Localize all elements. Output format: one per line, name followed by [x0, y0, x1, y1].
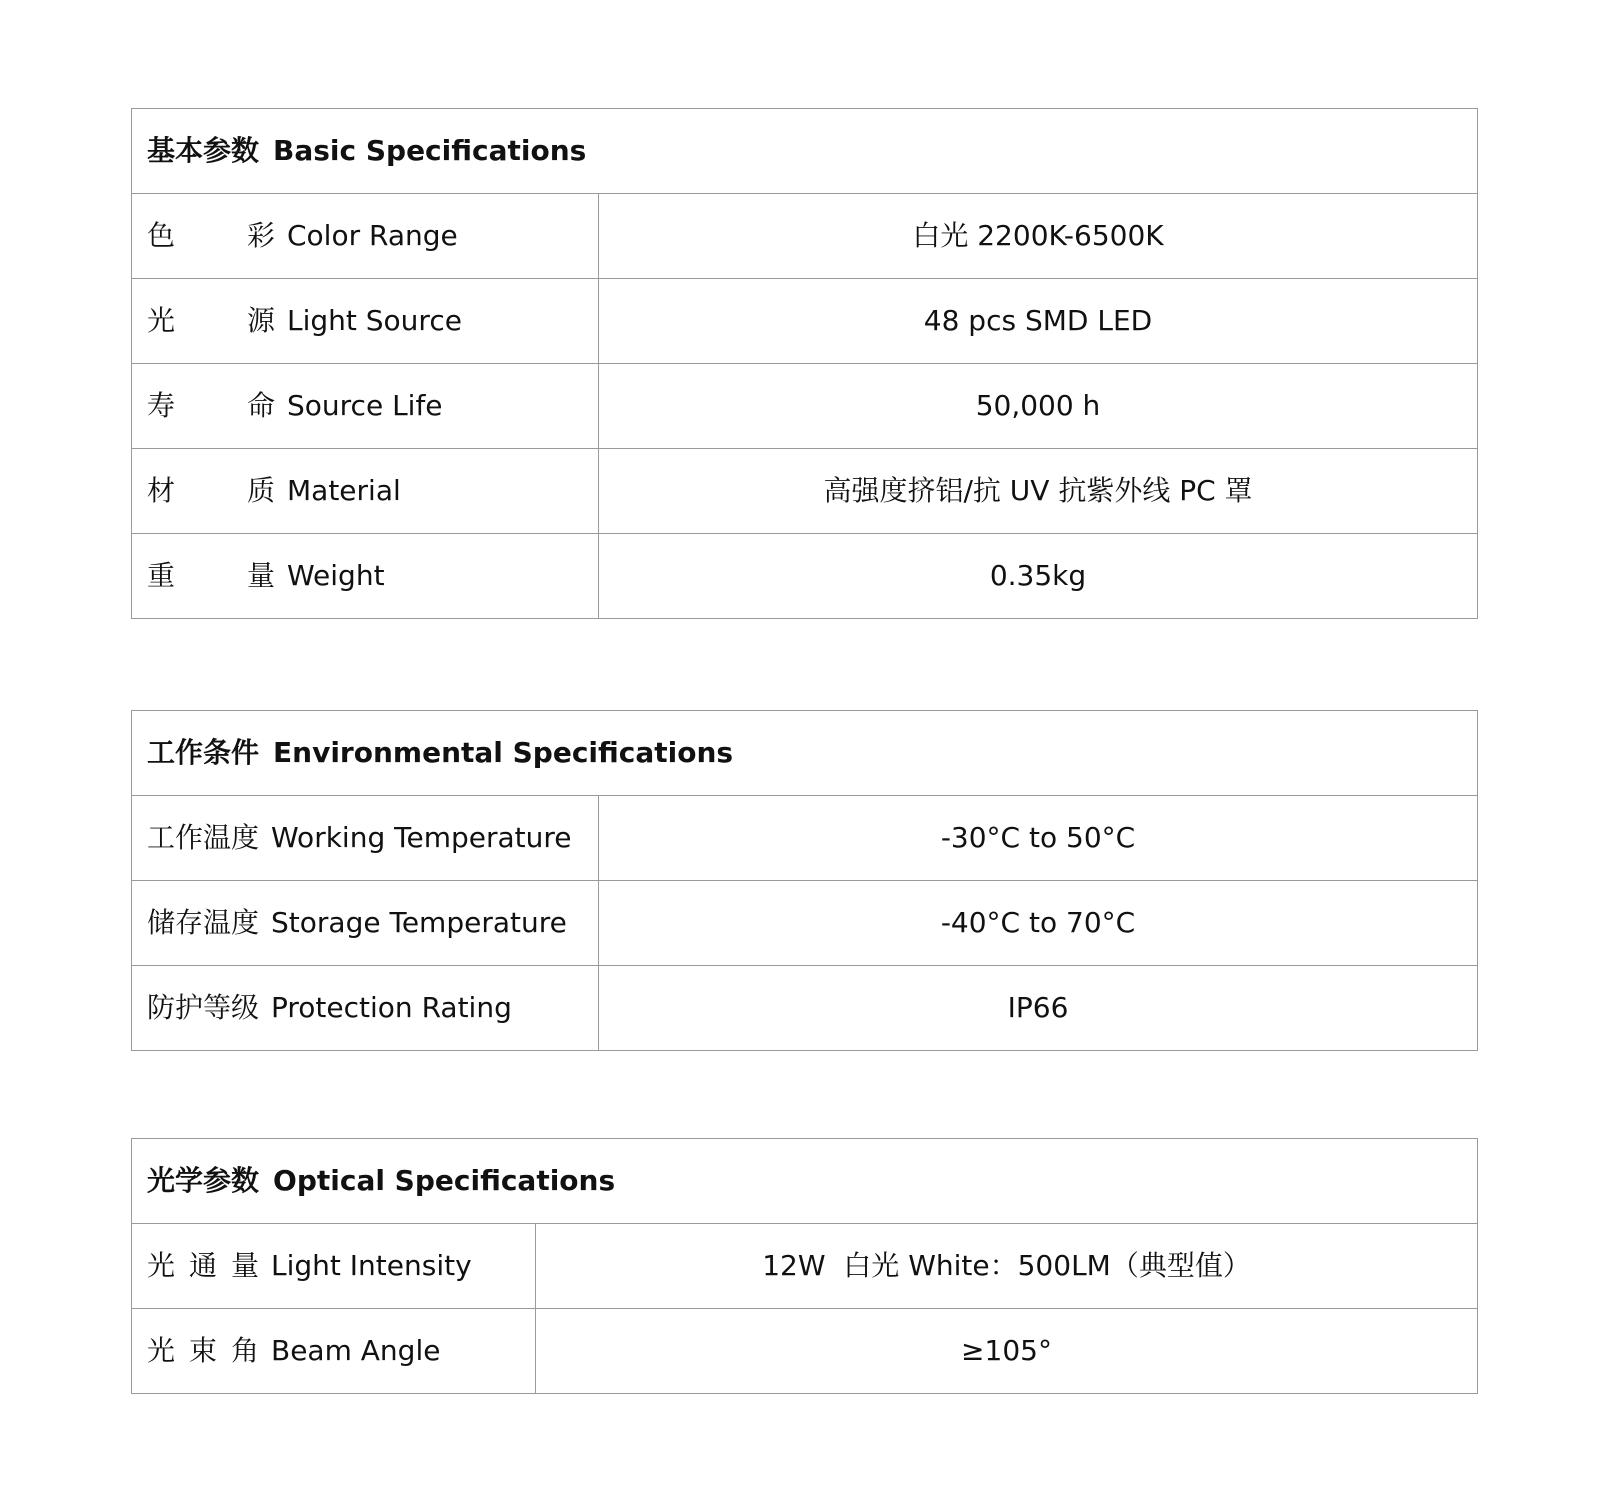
table-row [132, 279, 1478, 364]
spec-label-zh: 储存温度 [147, 906, 260, 939]
spec-label-en: Light Intensity [271, 1249, 472, 1282]
spec-label-zh: 重量 [147, 559, 275, 592]
spec-label-en: Light Source [287, 304, 462, 337]
section-heading [132, 711, 1478, 796]
table-row [132, 1309, 1478, 1394]
spec-label-en: Storage Temperature [271, 906, 567, 939]
spec-label-zh: 工作温度 [147, 821, 260, 854]
spec-label-en: Color Range [287, 219, 458, 252]
spec-label-en: Beam Angle [271, 1334, 441, 1367]
spec-label-zh: 光通量 [147, 1249, 259, 1282]
spec-value: -40°C to 70°C [599, 881, 1478, 966]
spec-value: 12W 白光 White：500LM（典型值） [536, 1224, 1478, 1309]
spec-value: ≥105° [536, 1309, 1478, 1394]
spec-value: IP66 [599, 966, 1478, 1051]
section-heading-zh: 光学参数 [147, 1164, 260, 1197]
environmental-specifications-table [131, 710, 1478, 1051]
section-heading-zh: 工作条件 [147, 736, 260, 769]
spec-value: 48 pcs SMD LED [599, 279, 1478, 364]
section-heading-en: Basic Specifications [273, 134, 587, 167]
spec-label-zh: 寿命 [147, 389, 275, 422]
table-header-row [132, 1139, 1478, 1224]
spec-value: 白光 2200K-6500K [599, 194, 1478, 279]
spec-label [132, 279, 599, 364]
spec-label-zh: 光源 [147, 304, 275, 337]
section-heading-zh: 基本参数 [147, 134, 260, 167]
section-heading-en: Environmental Specifications [273, 736, 734, 769]
spec-label-zh: 光束角 [147, 1334, 259, 1367]
table-row [132, 364, 1478, 449]
table-row [132, 796, 1478, 881]
spec-value: 高强度挤铝/抗 UV 抗紫外线 PC 罩 [599, 449, 1478, 534]
section-heading-en: Optical Specifications [273, 1164, 616, 1197]
table-row [132, 534, 1478, 619]
spec-label [132, 881, 599, 966]
spec-label-zh: 色彩 [147, 219, 275, 252]
table-row [132, 1224, 1478, 1309]
optical-specifications-table [131, 1138, 1478, 1394]
spec-value: 50,000 h [599, 364, 1478, 449]
table-header-row [132, 711, 1478, 796]
spec-label [132, 966, 599, 1051]
spec-label-en: Protection Rating [271, 991, 512, 1024]
section-heading [132, 1139, 1478, 1224]
spec-label-en: Weight [287, 559, 385, 592]
spec-label [132, 194, 599, 279]
basic-specifications-table [131, 108, 1478, 619]
table-row [132, 966, 1478, 1051]
table-header-row [132, 109, 1478, 194]
spec-value: 0.35kg [599, 534, 1478, 619]
spec-label-zh: 防护等级 [147, 991, 260, 1024]
section-heading [132, 109, 1478, 194]
table-row [132, 449, 1478, 534]
spec-label [132, 1309, 536, 1394]
spec-label [132, 796, 599, 881]
spec-label [132, 364, 599, 449]
spec-label [132, 1224, 536, 1309]
spec-label-zh: 材质 [147, 474, 275, 507]
spec-label-en: Working Temperature [271, 821, 572, 854]
table-row [132, 881, 1478, 966]
spec-label-en: Source Life [287, 389, 443, 422]
table-row [132, 194, 1478, 279]
spec-value: -30°C to 50°C [599, 796, 1478, 881]
spec-label [132, 449, 599, 534]
spec-label [132, 534, 599, 619]
spec-label-en: Material [287, 474, 401, 507]
